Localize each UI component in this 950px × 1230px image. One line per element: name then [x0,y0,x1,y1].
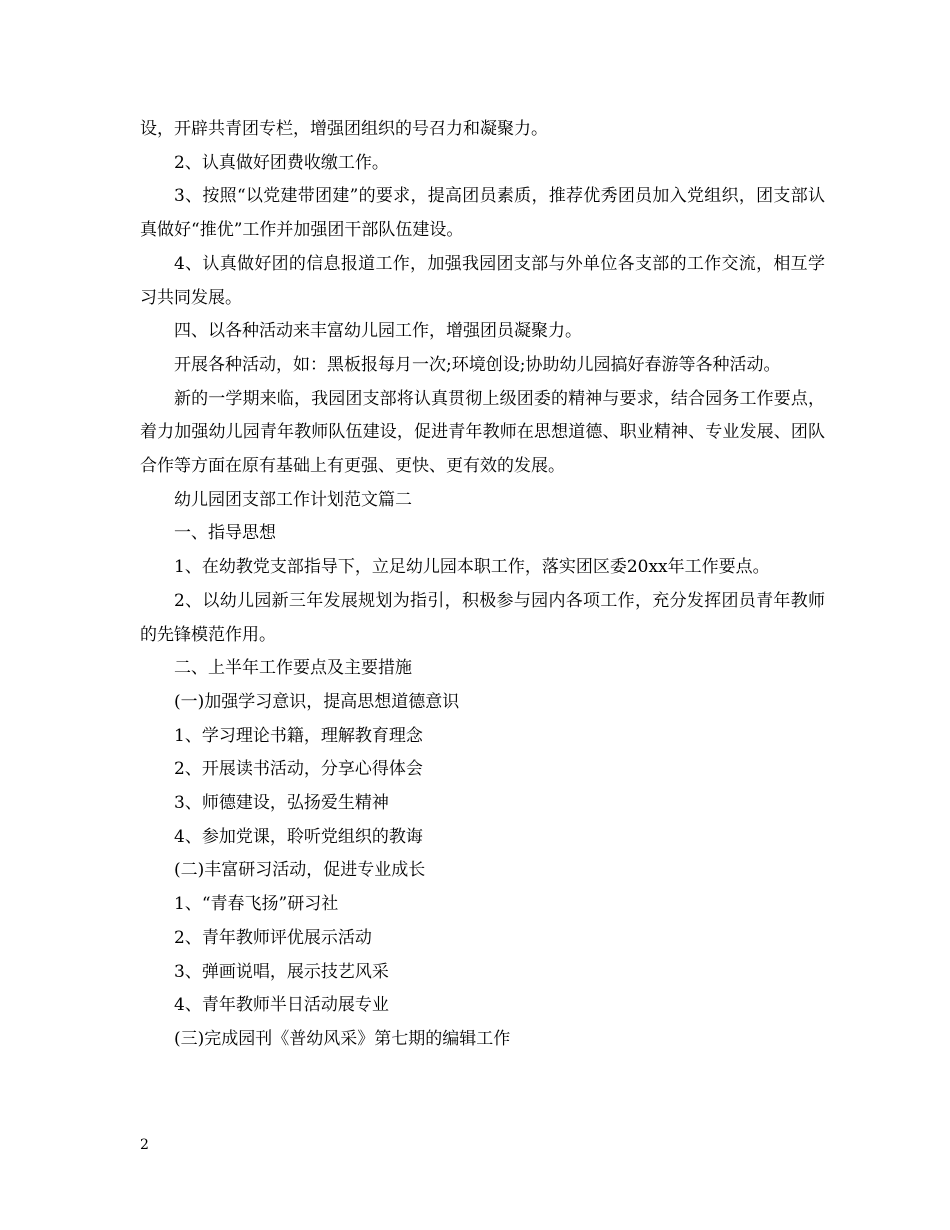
document-body [140,113,825,1057]
section-heading: 一、指导思想 [174,523,276,544]
page-number: 2 [140,1137,149,1153]
paragraph: 1、在幼教党支部指导下，立足幼儿园本职工作，落实团区委20xx年工作要点。 [174,557,770,578]
list-item: 3、师德建设，弘扬爱生精神 [174,793,389,814]
paragraph: 设，开辟共青团专栏，增强团组织的号召力和凝聚力。 [140,119,548,139]
paragraph: 4、认真做好团的信息报道工作，加强我园团支部与外单位各支部的工作交流，相互学习共同发展。 [140,253,825,308]
list-item: 1、学习理论书籍，理解教育理念 [174,725,423,746]
paragraph: 2、以幼儿园新三年发展规划为指引，积极参与园内各项工作，充分发挥团员青年教师的先锋模范作用。 [140,590,825,645]
subsection-heading: (二)丰富研习活动，促进专业成长 [174,860,426,881]
list-item: 4、青年教师半日活动展专业 [174,995,389,1016]
subsection-heading: (一)加强学习意识，提高思想道德意识 [174,691,460,712]
document-subtitle: 幼儿园团支部工作计划范文篇二 [174,489,412,510]
subsection-heading: (三)完成园刊《普幼风采》第七期的编辑工作 [174,1028,511,1049]
paragraph: 2、认真做好团费收缴工作。 [174,152,389,173]
paragraph: 新的一学期来临，我园团支部将认真贯彻上级团委的精神与要求，结合园务工作要点，着力加强幼儿园青年教师队伍建设，促进青年教师在思想道德、职业精神、专业发展、团队合作等方面在原有基础上有更强、更快、更有效的发展。 [140,388,825,477]
section-heading: 二、上半年工作要点及主要措施 [174,658,412,679]
paragraph: 开展各种活动，如：黑板报每月一次;环境创设;协助幼儿园搞好春游等各种活动。 [174,354,781,375]
list-item: 1、“青春飞扬”研习社 [174,894,339,915]
list-item: 2、青年教师评优展示活动 [174,927,372,948]
section-heading: 四、以各种活动来丰富幼儿园工作，增强团员凝聚力。 [174,321,582,342]
paragraph: 3、按照“以党建带团建”的要求，提高团员素质，推荐优秀团员加入党组织，团支部认真做好“推优”工作并加强团干部队伍建设。 [140,186,825,241]
list-item: 4、参加党课，聆听党组织的教诲 [174,826,423,847]
list-item: 2、开展读书活动，分享心得体会 [174,759,423,780]
list-item: 3、弹画说唱，展示技艺风采 [174,961,389,982]
